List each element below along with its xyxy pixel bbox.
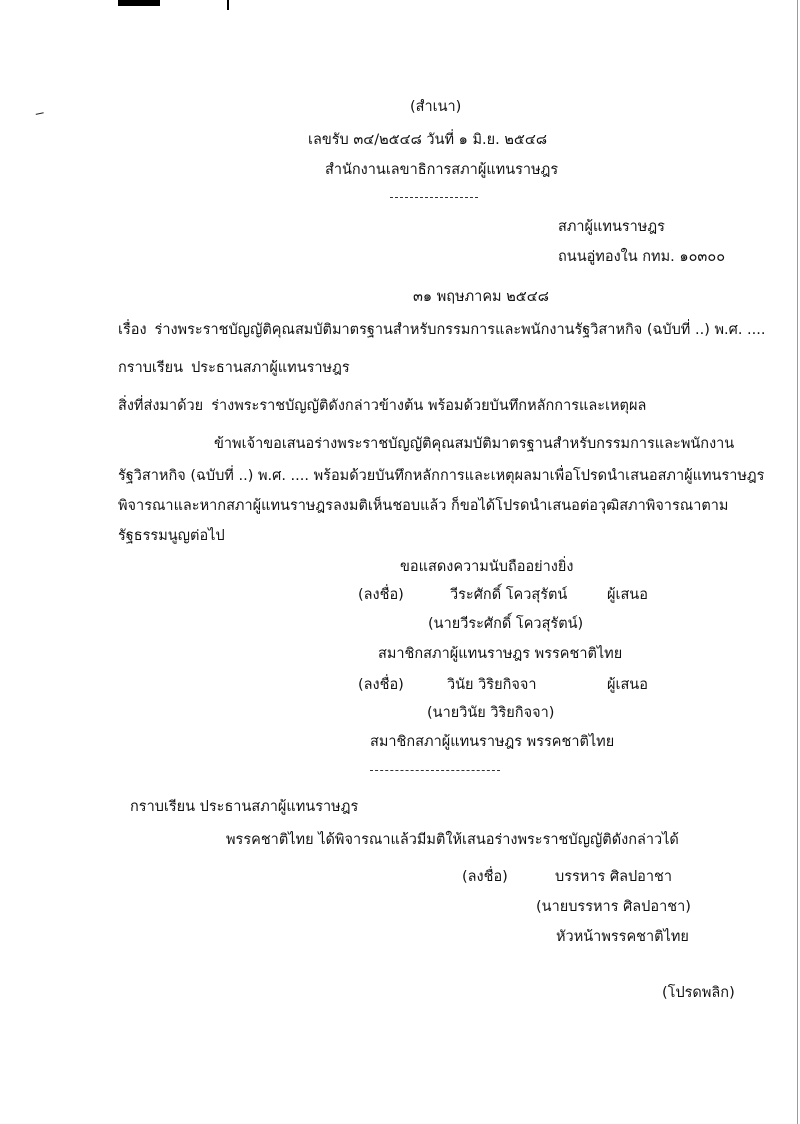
- closing: ขอแสดงความนับถืออย่างยิ่ง: [400, 559, 574, 575]
- salutation-text: ประธานสภาผู้แทนราษฎร: [191, 360, 350, 376]
- signatory-1-role: ผู้เสนอ: [607, 587, 648, 603]
- body-line-2: รัฐวิสาหกิจ (ฉบับที่ ..) พ.ศ. .... พร้อมด้วยบันทึกหลักการและเหตุผลมาเพื่อโปรดนำเสนอสภาผู้แทนราษฎร: [118, 468, 765, 484]
- scan-artifact-block: [118, 0, 160, 6]
- subject-label: เรื่อง: [118, 322, 147, 338]
- address-line-2: ถนนอู่ทองใน กทม. ๑๐๓๐๐: [558, 249, 726, 265]
- signatory-2-full-name: (นายวินัย วิริยกิจจา): [427, 705, 555, 721]
- subject-line: [118, 320, 766, 340]
- subject-text: ร่างพระราชบัญญัติคุณสมบัติมาตรฐานสำหรับกรรมการและพนักงานรัฐวิสาหกิจ (ฉบับที่ ..) พ.ศ. ....: [154, 322, 766, 338]
- signatory-2-sign-label: (ลงชื่อ): [358, 677, 404, 693]
- address-line-1: สภาผู้แทนราษฎร: [558, 219, 665, 235]
- signatory-1-full-name: (นายวีระศักดิ์ โควสุรัตน์): [428, 616, 584, 632]
- body-line-1: ข้าพเจ้าขอเสนอร่างพระราชบัญญัติคุณสมบัติมาตรฐานสำหรับกรรมการและพนักงาน: [214, 436, 735, 452]
- signatory-2-position: สมาชิกสภาผู้แทนราษฎร พรรคชาติไทย: [370, 734, 615, 750]
- body-line-3: พิจารณาและหากสภาผู้แทนราษฎรลงมติเห็นชอบแล้ว ก็ขอได้โปรดนำเสนอต่อวุฒิสภาพิจารณาตาม: [118, 498, 729, 514]
- section-divider: [370, 770, 500, 771]
- enclosure-label: สิ่งที่ส่งมาด้วย: [118, 398, 204, 414]
- salutation-label: กราบเรียน: [118, 360, 184, 376]
- receipt-number: เลขรับ ๓๔/๒๕๔๘ วันที่ ๑ มิ.ย. ๒๕๔๘: [308, 132, 548, 148]
- signatory-1-signature: วีระศักดิ์ โควสุรัตน์: [450, 587, 568, 603]
- endorsement-full-name: (นายบรรหาร ศิลปอาชา): [536, 899, 691, 915]
- signatory-1-sign-label: (ลงชื่อ): [358, 587, 404, 603]
- endorsement-position: หัวหน้าพรรคชาติไทย: [556, 929, 689, 945]
- endorsement-text: พรรคชาติไทย ได้พิจารณาแล้วมีมติให้เสนอร่างพระราชบัญญัติดังกล่าวได้: [226, 832, 679, 848]
- scan-artifact-tick: [227, 0, 229, 10]
- scan-edge: [797, 0, 798, 1124]
- signatory-2-signature: วินัย วิริยกิจจา: [447, 677, 537, 693]
- copy-mark: (สำเนา): [410, 99, 462, 115]
- signatory-1-position: สมาชิกสภาผู้แทนราษฎร พรรคชาติไทย: [378, 646, 623, 662]
- enclosure-line: [118, 396, 646, 416]
- endorsement-signature: บรรหาร ศิลปอาชา: [555, 869, 673, 885]
- endorsement-salutation: กราบเรียน ประธานสภาผู้แทนราษฎร: [130, 799, 359, 815]
- body-line-4: รัฐธรรมนูญต่อไป: [118, 528, 225, 544]
- salutation-line: [118, 358, 350, 378]
- receiving-office: สำนักงานเลขาธิการสภาผู้แทนราษฎร: [325, 162, 559, 178]
- endorsement-sign-label: (ลงชื่อ): [462, 869, 508, 885]
- header-divider: [390, 197, 478, 198]
- scan-artifact-mark: [36, 112, 45, 118]
- enclosure-text: ร่างพระราชบัญญัติดังกล่าวข้างต้น พร้อมด้วยบันทึกหลักการและเหตุผล: [211, 398, 647, 414]
- letter-date: ๓๑ พฤษภาคม ๒๕๔๘: [413, 289, 549, 305]
- turn-over-note: (โปรดพลิก): [662, 985, 735, 1001]
- signatory-2-role: ผู้เสนอ: [607, 677, 648, 693]
